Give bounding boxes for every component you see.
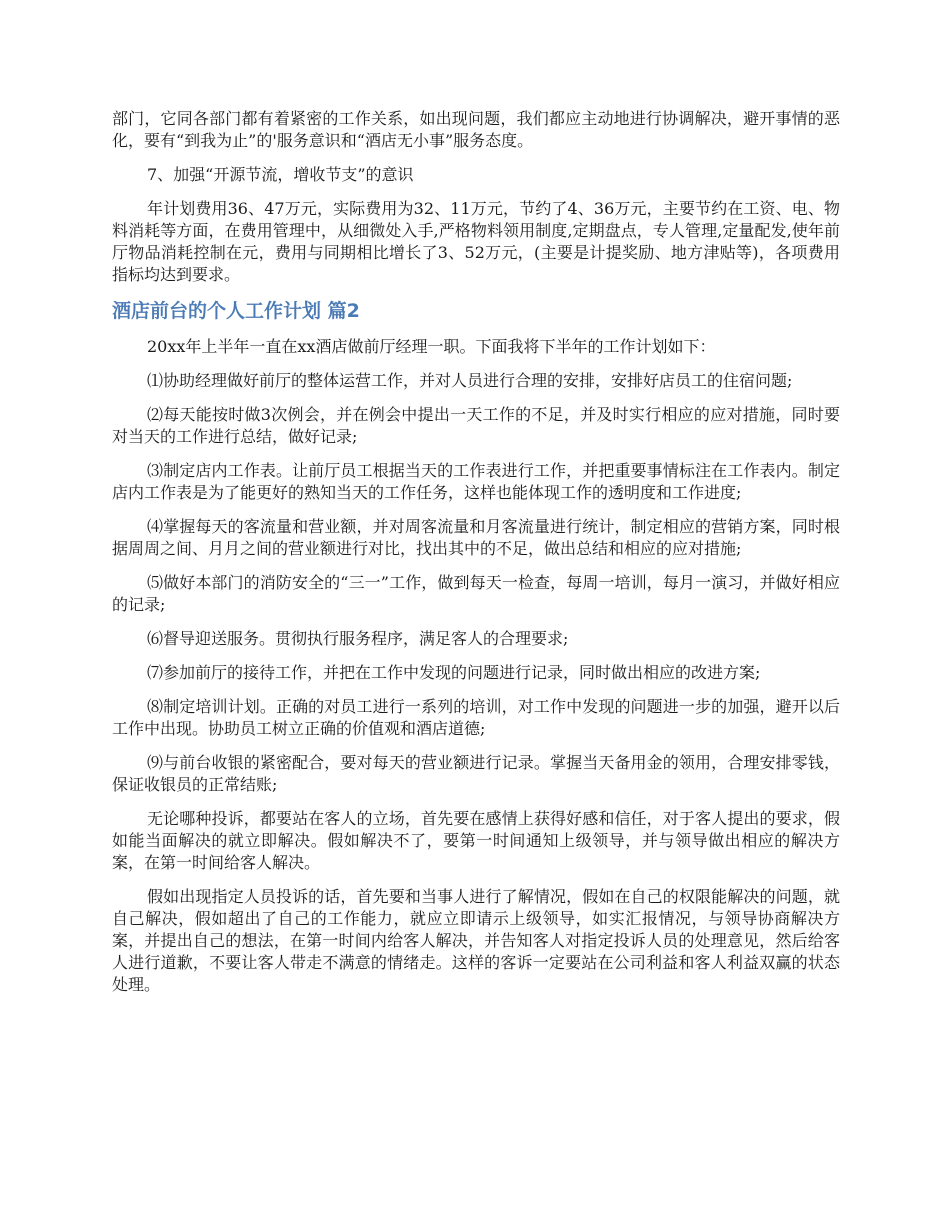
paragraph-plan-item-8: ⑻制定培训计划。正确的对员工进行一系列的培训，对工作中发现的问题进一步的加强，避开以后工作中出现。协助员工树立正确的价值观和酒店道德; [112,697,840,738]
paragraph-plan-item-7: ⑺参加前厅的接待工作，并把在工作中发现的问题进行记录，同时做出相应的改进方案; [147,663,761,682]
paragraph-plan-item-4: ⑷掌握每天的客流量和营业额，并对周客流量和月客流量进行统计，制定相应的营销方案，同时根据周周之间、月月之间的营业额进行对比，找出其中的不足，做出总结和相应的应对措施; [112,517,840,558]
paragraph-plan-item-5: ⑸做好本部门的消防安全的“三一”工作，做到每天一检查，每周一培训，每月一演习，并做好相应的记录; [112,573,840,614]
paragraph-complaint-handling: 无论哪种投诉，都要站在客人的立场，首先要在感情上获得好感和信任，对于客人提出的要求，假如能当面解决的就立即解决。假如解决不了，要第一时间通知上级领导，并与领导做出相应的解决方案，在第一时间给客人解决。 [112,809,840,872]
paragraph-plan-item-9: ⑼与前台收银的紧密配合，要对每天的营业额进行记录。掌握当天备用金的领用，合理安排零钱，保证收银员的正常结账; [112,753,840,794]
section-heading: 酒店前台的个人工作计划 篇2 [112,300,360,322]
paragraph-intro: 20xx年上半年一直在xx酒店做前厅经理一职。下面我将下半年的工作计划如下： [147,337,716,356]
paragraph-plan-item-6: ⑹督导迎送服务。贯彻执行服务程序，满足客人的合理要求; [147,629,569,648]
paragraph-item-7-title: 7、加强“开源节流，增收节支”的意识 [147,165,414,184]
paragraph-plan-item-1: ⑴协助经理做好前厅的整体运营工作，并对人员进行合理的安排，安排好店员工的住宿问题; [147,371,793,390]
paragraph-plan-item-2: ⑵每天能按时做3次例会，并在例会中提出一天工作的不足，并及时实行相应的应对措施，同时要对当天的工作进行总结，做好记录; [112,405,840,446]
document-page [112,108,840,1008]
paragraph-designated-complaint: 假如出现指定人员投诉的话，首先要和当事人进行了解情况，假如在自己的权限能解决的问题，就自己解决，假如超出了自己的工作能力，就应立即请示上级领导，如实汇报情况，与领导协商解决方案，并提出自己的想法，在第一时间内给客人解决，并告知客人对指定投诉人员的处理意见，然后给客人进行道歉，不要让客人带走不满意的情绪走。这样的客诉一定要站在公司利益和客人利益双赢的状态处理。 [112,887,840,994]
paragraph-expense-summary: 年计划费用36、47万元，实际费用为32、11万元，节约了4、36万元，主要节约在工资、电、物料消耗等方面，在费用管理中，从细微处入手,严格物料领用制度,定期盘点，专人管理,定量配发,使年前厅物品消耗控制在元，费用与同期相比增长了3、52万元，(主要是计提奖励、地方津贴等)，各项费用指标均达到要求。 [112,199,840,284]
paragraph-plan-item-3: ⑶制定店内工作表。让前厅员工根据当天的工作表进行工作，并把重要事情标注在工作表内。制定店内工作表是为了能更好的熟知当天的工作任务，这样也能体现工作的透明度和工作进度; [112,461,840,502]
paragraph-continuation: 部门，它同各部门都有着紧密的工作关系，如出现问题，我们都应主动地进行协调解决，避开事情的恶化，要有“到我为止”的'服务意识和“酒店无小事”服务态度。 [112,109,840,150]
